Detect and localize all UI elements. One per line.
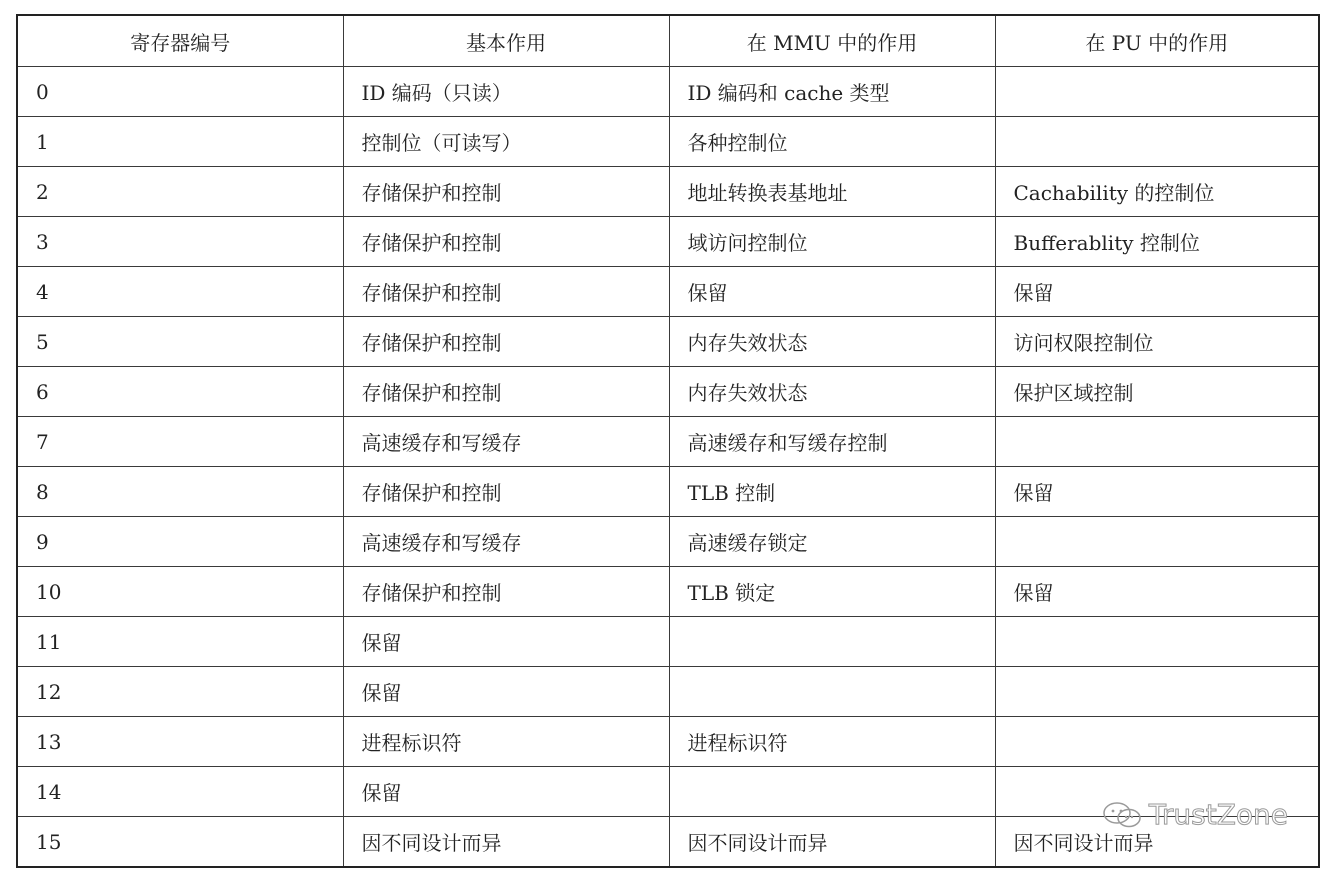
cell-mmu-function: ID 编码和 cache 类型 xyxy=(669,67,995,117)
table-header-row xyxy=(17,15,1319,67)
cell-pu-function: Cachability 的控制位 xyxy=(995,167,1319,217)
cell-mmu-function: 内存失效状态 xyxy=(669,317,995,367)
cell-pu-function: Bufferablity 控制位 xyxy=(995,217,1319,267)
header-mmu-function: 在 MMU 中的作用 xyxy=(669,15,995,67)
cell-mmu-function: 地址转换表基地址 xyxy=(669,167,995,217)
cell-pu-function: 保护区域控制 xyxy=(995,367,1319,417)
cell-pu-function xyxy=(995,617,1319,667)
cell-mmu-function: TLB 锁定 xyxy=(669,567,995,617)
watermark xyxy=(1101,798,1288,831)
cell-mmu-function xyxy=(669,667,995,717)
cell-register-number: 11 xyxy=(17,617,343,667)
table-row xyxy=(17,217,1319,267)
cell-pu-function xyxy=(995,517,1319,567)
cell-register-number: 2 xyxy=(17,167,343,217)
cell-register-number: 4 xyxy=(17,267,343,317)
cell-pu-function xyxy=(995,717,1319,767)
cell-basic-function: 保留 xyxy=(343,667,669,717)
table-row xyxy=(17,517,1319,567)
table-row xyxy=(17,717,1319,767)
cell-register-number: 14 xyxy=(17,767,343,817)
cell-basic-function: 存储保护和控制 xyxy=(343,217,669,267)
header-pu-function: 在 PU 中的作用 xyxy=(995,15,1319,67)
cell-pu-function xyxy=(995,417,1319,467)
table-row xyxy=(17,417,1319,467)
cell-pu-function: 访问权限控制位 xyxy=(995,317,1319,367)
cell-pu-function xyxy=(995,67,1319,117)
cell-register-number: 9 xyxy=(17,517,343,567)
table-row xyxy=(17,367,1319,417)
table-row xyxy=(17,67,1319,117)
cell-register-number: 10 xyxy=(17,567,343,617)
cell-basic-function: 存储保护和控制 xyxy=(343,467,669,517)
cell-register-number: 12 xyxy=(17,667,343,717)
cell-register-number: 0 xyxy=(17,67,343,117)
cell-basic-function: 控制位（可读写） xyxy=(343,117,669,167)
cell-mmu-function: 因不同设计而异 xyxy=(669,817,995,868)
cell-mmu-function xyxy=(669,767,995,817)
table-row xyxy=(17,167,1319,217)
watermark-text: TrustZone xyxy=(1148,798,1288,831)
cell-basic-function: 进程标识符 xyxy=(343,717,669,767)
cell-register-number: 5 xyxy=(17,317,343,367)
header-register-number: 寄存器编号 xyxy=(17,15,343,67)
table-body xyxy=(17,67,1319,868)
cell-register-number: 13 xyxy=(17,717,343,767)
cell-basic-function: 保留 xyxy=(343,767,669,817)
table-row xyxy=(17,667,1319,717)
cell-mmu-function: 保留 xyxy=(669,267,995,317)
cell-mmu-function: 进程标识符 xyxy=(669,717,995,767)
cell-register-number: 1 xyxy=(17,117,343,167)
cell-register-number: 15 xyxy=(17,817,343,868)
cell-mmu-function: TLB 控制 xyxy=(669,467,995,517)
table-row xyxy=(17,117,1319,167)
cell-basic-function: 存储保护和控制 xyxy=(343,367,669,417)
table-row xyxy=(17,467,1319,517)
cell-mmu-function: 内存失效状态 xyxy=(669,367,995,417)
cell-basic-function: 因不同设计而异 xyxy=(343,817,669,868)
register-table xyxy=(16,14,1320,868)
cell-pu-function: 保留 xyxy=(995,567,1319,617)
cell-mmu-function: 高速缓存锁定 xyxy=(669,517,995,567)
cell-register-number: 3 xyxy=(17,217,343,267)
cell-pu-function: 保留 xyxy=(995,467,1319,517)
cell-basic-function: 高速缓存和写缓存 xyxy=(343,517,669,567)
cell-basic-function: 存储保护和控制 xyxy=(343,267,669,317)
cell-basic-function: 存储保护和控制 xyxy=(343,317,669,367)
cell-mmu-function: 高速缓存和写缓存控制 xyxy=(669,417,995,467)
cell-pu-function xyxy=(995,117,1319,167)
cell-basic-function: 保留 xyxy=(343,617,669,667)
cell-register-number: 7 xyxy=(17,417,343,467)
table-row xyxy=(17,617,1319,667)
cell-basic-function: 存储保护和控制 xyxy=(343,167,669,217)
table-row xyxy=(17,317,1319,367)
cell-register-number: 8 xyxy=(17,467,343,517)
table-row xyxy=(17,567,1319,617)
cell-pu-function xyxy=(995,667,1319,717)
wechat-icon xyxy=(1101,800,1145,830)
cell-pu-function: 保留 xyxy=(995,267,1319,317)
cell-basic-function: 存储保护和控制 xyxy=(343,567,669,617)
cell-register-number: 6 xyxy=(17,367,343,417)
table-row xyxy=(17,267,1319,317)
register-table-container xyxy=(16,14,1318,864)
cell-mmu-function: 域访问控制位 xyxy=(669,217,995,267)
cell-mmu-function xyxy=(669,617,995,667)
cell-basic-function: 高速缓存和写缓存 xyxy=(343,417,669,467)
cell-mmu-function: 各种控制位 xyxy=(669,117,995,167)
cell-basic-function: ID 编码（只读） xyxy=(343,67,669,117)
header-basic-function: 基本作用 xyxy=(343,15,669,67)
cell-pu-function: 因不同设计而异 xyxy=(995,817,1319,868)
